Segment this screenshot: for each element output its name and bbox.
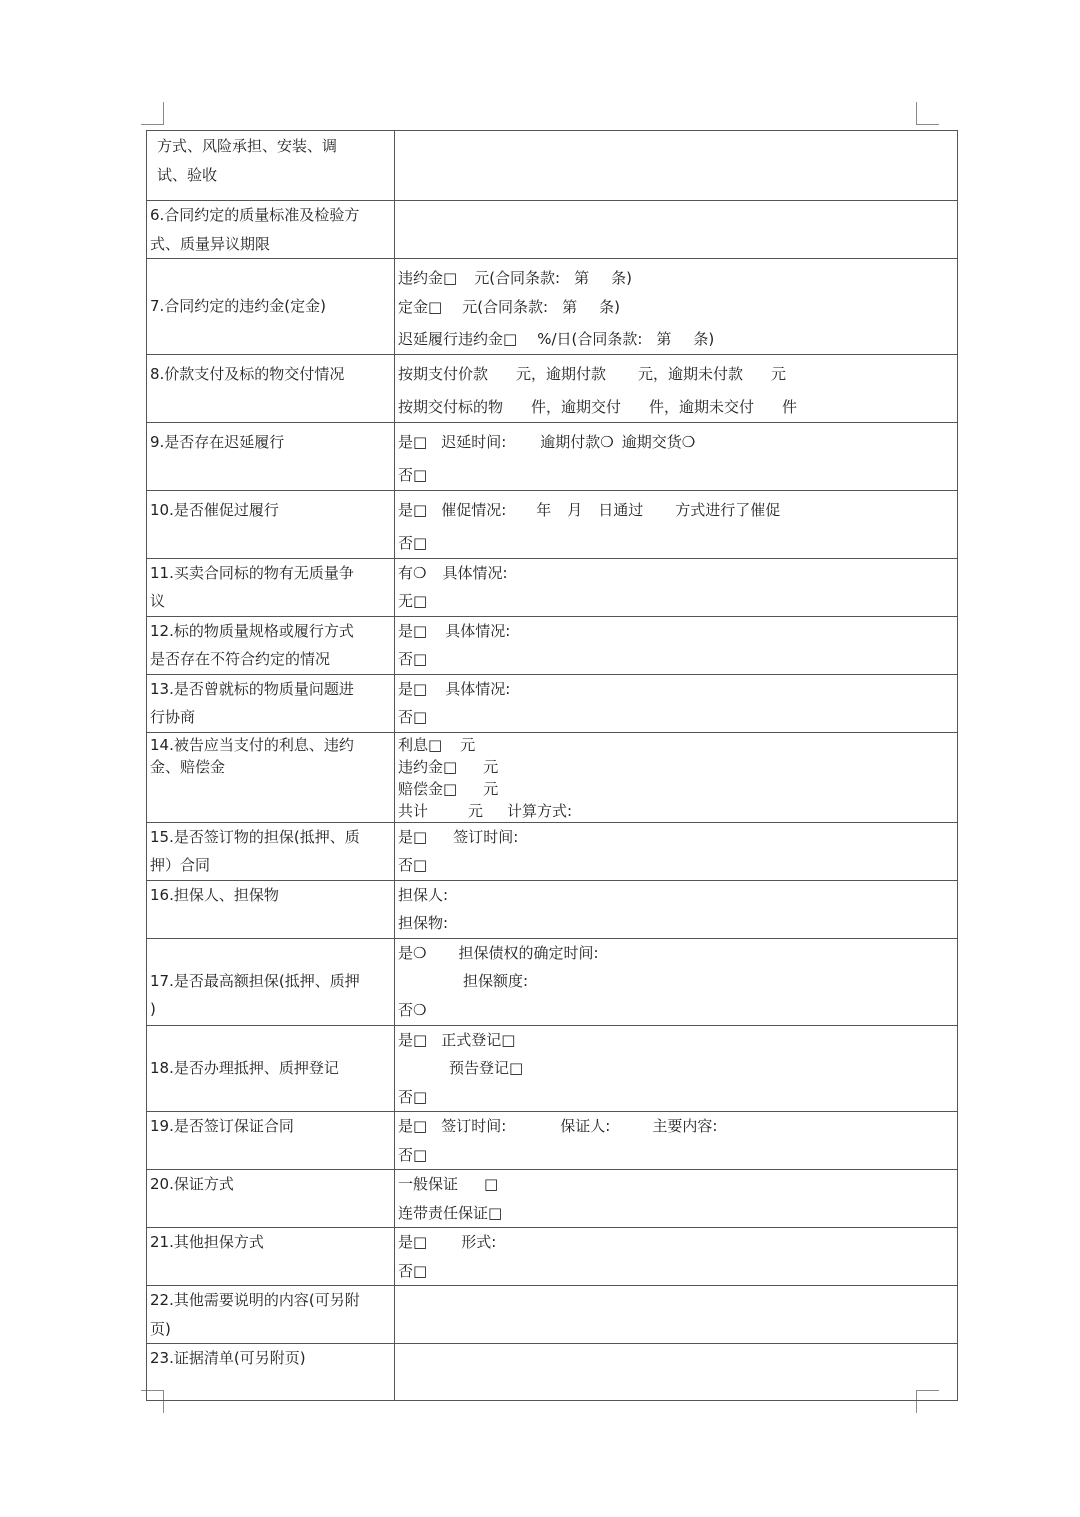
row-content-cell[interactable] [395,822,958,880]
line-text: 共计 [398,801,429,820]
content-line [398,1141,954,1170]
row-label: 20.保证方式 [150,1175,234,1193]
form-row [147,1112,958,1170]
line-text: 迟延时间: [441,432,507,451]
row-label-cell [147,1112,395,1170]
content-line [398,1228,954,1257]
form-row [147,259,958,355]
content-line [398,496,954,525]
content-line [398,1257,954,1286]
content-line [398,996,954,1025]
line-text: 一般保证 [398,1175,459,1193]
line-text: 签订时间: [441,1117,507,1135]
form-row [147,1025,958,1112]
yes-checkbox-label[interactable]: 是□ [398,432,428,451]
form-row [147,1228,958,1286]
row-label: 行协商 [150,708,196,726]
row-label-cell [147,259,395,355]
crop-mark-top-right [916,102,939,125]
no-checkbox-label[interactable]: 否□ [398,534,428,552]
form-row [147,822,958,880]
content-line [398,529,954,558]
form-row [147,674,958,732]
line-text: 日通过 [598,500,644,519]
line-text: 元(合同条款: [474,269,561,287]
form-row [147,1170,958,1228]
late-delivery-option[interactable]: 逾期交货❍ [621,432,696,451]
content-line [398,967,954,996]
no-checkbox-label[interactable]: 否□ [398,466,428,484]
row-label: 8.价款支付及标的物交付情况 [150,364,345,383]
content-line [398,1112,954,1141]
row-label: 金、赔偿金 [150,757,226,776]
row-label-cell [147,822,395,880]
line-text: 元 [460,735,476,754]
row-label-cell [147,732,395,822]
line-text: 件，逾期交付 [531,398,622,416]
content-line [398,587,954,616]
line-text: 按期支付价款 [398,364,489,383]
row-label: 9.是否存在迟延履行 [150,432,285,451]
row-label: 11.买卖合同标的物有无质量争 [150,563,354,582]
line-text: %/日(合同条款: [537,330,643,348]
line-text: 第 [562,297,578,316]
no-checkbox-label[interactable]: 否□ [398,1145,428,1164]
content-line [398,1199,954,1228]
content-line [398,325,954,354]
line-text: 第 [656,330,672,348]
line-text: 保证人: [560,1117,611,1135]
yes-checkbox-label[interactable]: 是□ [398,621,428,640]
row-label: ) [150,1000,156,1018]
form-row [147,1286,958,1344]
row-label: 15.是否签订物的担保(抵押、质 [150,827,360,846]
row-content-cell[interactable] [395,674,958,732]
content-line [398,1026,954,1055]
content-line [398,428,954,457]
form-row [147,616,958,674]
row-label: 13.是否曾就标的物质量问题进 [150,679,354,698]
line-text: 条) [599,297,620,316]
line-text: 元，逾期未付款 [638,364,744,383]
row-content-cell[interactable] [395,1344,958,1401]
form-row [147,1344,958,1401]
form-row [147,732,958,822]
row-label: 6.合同约定的质量标准及检验方 [150,206,360,224]
content-line [398,293,954,322]
row-label-cell [147,1170,395,1228]
line-text: 催促情况: [441,500,507,519]
row-label-cell [147,938,395,1025]
no-checkbox-label[interactable]: 否□ [398,856,428,874]
content-line [398,461,954,490]
row-label: 18.是否办理抵押、质押登记 [150,1059,339,1077]
row-label-cell [147,1344,395,1401]
row-label: 方式、风险承担、安装、调 [157,137,338,155]
row-label: 17.是否最高额担保(抵押、质押 [150,971,360,990]
row-label: 是否存在不符合约定的情况 [150,650,331,668]
line-text: 年 [536,500,552,519]
form-row [147,490,958,558]
row-label: 页) [150,1319,171,1338]
row-label: 12.标的物质量规格或履行方式 [150,621,354,640]
content-line [398,939,954,968]
form-row [147,131,958,201]
row-label: 式、质量异议期限 [150,234,271,253]
content-line [398,851,954,880]
form-row [147,880,958,938]
row-label: 议 [150,592,166,610]
row-label-cell [147,490,395,558]
row-content-cell[interactable] [395,1286,958,1344]
content-line [398,734,954,756]
row-content-cell[interactable] [395,880,958,938]
row-label-cell [147,558,395,616]
content-line [398,617,954,646]
row-label: 14.被告应当支付的利息、违约 [150,735,354,754]
line-text: 按期交付标的物 [398,398,504,416]
row-content-cell[interactable] [395,354,958,422]
row-label-cell [147,354,395,422]
yes-checkbox-label[interactable]: 是□ [398,679,428,698]
penalty-checkbox-label[interactable]: 违约金□ [398,269,458,287]
row-label: 试、验收 [157,165,218,184]
form-row [147,558,958,616]
collateral-line: 担保物: [398,914,449,932]
line-text: 条) [693,330,715,348]
row-label-cell [147,131,395,201]
content-line [398,756,954,778]
compensation-checkbox-label[interactable]: 赔偿金□ [398,779,458,798]
row-label-cell [147,1286,395,1344]
no-checkbox-label[interactable]: 否□ [398,650,428,668]
row-label-cell [147,616,395,674]
row-label: 押）合同 [150,856,211,874]
row-label-cell [147,880,395,938]
row-content-cell[interactable] [395,259,958,355]
row-content-cell[interactable] [395,490,958,558]
no-checkbox-label[interactable]: 否□ [398,1087,428,1106]
line-text: 元，逾期付款 [516,364,607,383]
pre-registration-checkbox-label[interactable]: 预告登记□ [449,1059,524,1077]
content-line [398,393,954,422]
content-line [398,1083,954,1112]
late-penalty-checkbox-label[interactable]: 迟延履行违约金□ [398,330,518,348]
line-text: 担保额度: [463,972,529,990]
yes-checkbox-label[interactable]: 是□ [398,1117,428,1135]
row-content-cell[interactable] [395,1025,958,1112]
line-text: 主要内容: [652,1117,718,1135]
has-dispute-option[interactable]: 有❍ [398,563,427,582]
no-checkbox-label[interactable]: 否□ [398,708,428,726]
row-content-cell[interactable] [395,558,958,616]
formal-registration-checkbox-label[interactable]: 正式登记□ [441,1030,516,1049]
crop-mark-top-left [141,102,164,125]
line-text: 第 [574,269,590,287]
yes-option[interactable]: 是❍ [398,943,427,962]
late-payment-option[interactable]: 逾期付款❍ [540,432,614,451]
deposit-checkbox-label[interactable]: 定金□ [398,297,443,316]
row-label-cell [147,674,395,732]
row-label: 16.担保人、担保物 [150,885,279,904]
joint-liability-checkbox-label[interactable]: 连带责任保证□ [398,1203,503,1222]
content-line [398,559,954,588]
line-text: 元(合同条款: [462,297,549,316]
form-row [147,938,958,1025]
content-line [398,645,954,674]
row-label: 22.其他需要说明的内容(可另附 [150,1291,360,1309]
row-label: 21.其他担保方式 [150,1233,264,1251]
line-text: 签订时间: [453,827,519,846]
line-text: 件，逾期未交付 [649,398,755,416]
yes-checkbox-label[interactable]: 是□ [398,827,428,846]
row-content-cell[interactable] [395,938,958,1025]
content-line [398,675,954,704]
yes-checkbox-label[interactable]: 是□ [398,1233,428,1251]
row-label: 7.合同约定的违约金(定金) [150,297,327,315]
form-row [147,422,958,490]
content-line [398,778,954,800]
no-option[interactable]: 否❍ [398,1000,427,1019]
content-line [398,800,954,822]
line-text: 元 [468,801,484,820]
yes-checkbox-label[interactable]: 是□ [398,1030,428,1049]
content-line [398,264,954,293]
content-line [398,360,954,389]
form-row [147,201,958,259]
yes-checkbox-label[interactable]: 是□ [398,500,428,519]
line-text: 担保债权的确定时间: [458,943,599,962]
row-content-cell[interactable] [395,732,958,822]
line-text: 件 [782,398,798,416]
content-line [398,703,954,732]
content-line [398,1054,954,1083]
row-label-cell [147,201,395,259]
row-label-cell [147,422,395,490]
line-text: 月 [567,500,583,519]
penalty-checkbox-label[interactable]: 违约金□ [398,757,458,776]
row-label: 23.证据清单(可另附页) [150,1349,306,1367]
line-text: 元 [483,779,499,798]
interest-checkbox-label[interactable]: 利息□ [398,735,443,754]
content-line [398,1170,954,1199]
form-row [147,354,958,422]
row-content-cell[interactable] [395,131,958,201]
row-content-cell[interactable] [395,1112,958,1170]
general-guarantee-checkbox[interactable]: □ [484,1175,499,1193]
line-text: 形式: [461,1233,497,1251]
line-text: 元 [771,364,787,383]
row-content-cell[interactable] [395,422,958,490]
row-content-cell[interactable] [395,1170,958,1228]
row-label: 19.是否签订保证合同 [150,1117,294,1135]
line-text: 具体情况: [445,679,511,698]
no-dispute-checkbox-label[interactable]: 无□ [398,592,428,610]
row-content-cell[interactable] [395,201,958,259]
line-text: 具体情况: [445,621,511,640]
row-label-cell [147,1228,395,1286]
line-text: 元 [483,757,499,776]
row-label: 10.是否催促过履行 [150,500,279,519]
row-content-cell[interactable] [395,616,958,674]
contract-dispute-form-table [146,130,958,1401]
no-checkbox-label[interactable]: 否□ [398,1261,428,1280]
line-text: 方式进行了催促 [675,500,781,519]
line-text: 条) [611,269,632,287]
line-text: 具体情况: [442,563,508,582]
content-line [398,823,954,852]
row-label-cell [147,1025,395,1112]
guarantor-line: 担保人: [398,885,449,904]
row-content-cell[interactable] [395,1228,958,1286]
line-text: 计算方式: [507,801,573,820]
